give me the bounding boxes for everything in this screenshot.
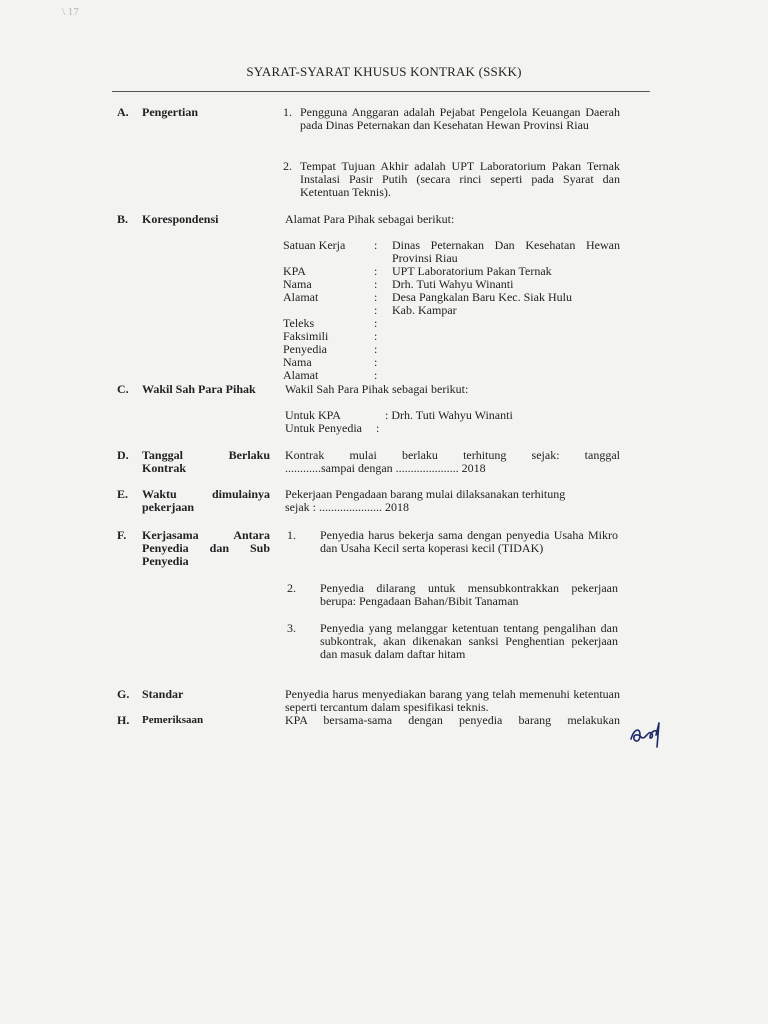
- section-h-heading: [117, 714, 270, 727]
- kerjasama-item-1: Penyedia harus bekerja sama dengan penyedia Usaha Mikro dan Usaha Kecil serta koperasi kecil (TIDAK): [320, 528, 618, 555]
- item-number: 1.: [287, 528, 296, 542]
- address-sep: :: [374, 264, 378, 278]
- title-rule: [112, 91, 650, 92]
- address-sep: :: [374, 355, 378, 369]
- section-letter: G.: [117, 687, 130, 701]
- section-label: Pengertian: [142, 105, 198, 119]
- waktu-text-line-2: sejak : ..................... 2018: [285, 500, 409, 514]
- item-number: 1.: [283, 105, 292, 119]
- document-title: SYARAT-SYARAT KHUSUS KONTRAK (SSKK): [246, 64, 522, 79]
- section-e-heading: [117, 488, 270, 514]
- standar-text: Penyedia harus menyediakan barang yang telah memenuhi ketentuan seperti tercantum dalam spesifikasi teknis.: [285, 687, 620, 714]
- address-key: Teleks: [283, 316, 315, 330]
- address-value: UPT Laboratorium Pakan Ternak: [392, 264, 552, 278]
- address-sep: :: [374, 329, 378, 343]
- waktu-text-line-1: Pekerjaan Pengadaan barang mulai dilaksanakan terhitung: [285, 487, 566, 501]
- address-sep: :: [374, 342, 378, 356]
- item-number: 2.: [287, 581, 296, 595]
- address-key: Satuan Kerja: [283, 238, 346, 252]
- section-label: Kerjasama Antara Penyedia dan Sub Penyedia: [142, 528, 270, 568]
- address-key: Nama: [283, 277, 312, 291]
- pengertian-item-2: Tempat Tujuan Akhir adalah UPT Laboratorium Pakan Ternak Instalasi Pasir Putih (secara rinci seperti pada Syarat dan Ketentuan Teknis).: [300, 159, 620, 199]
- section-g-heading: [117, 688, 270, 701]
- section-label: Waktu dimulainya pekerjaan: [142, 487, 270, 514]
- address-sep: :: [374, 303, 378, 317]
- tanggal-text-line-2: ............sampai dengan ..................... 2018: [285, 461, 486, 475]
- wakil-value: :: [376, 421, 380, 435]
- section-c-heading: [117, 383, 270, 396]
- section-letter: B.: [117, 212, 129, 226]
- address-sep: :: [374, 290, 378, 304]
- handwritten-initials-signature: [628, 719, 662, 749]
- item-number: 2.: [283, 159, 292, 173]
- section-label: Tanggal Berlaku Kontrak: [142, 448, 270, 475]
- section-label: Korespondensi: [142, 212, 219, 226]
- address-key: Nama: [283, 355, 312, 369]
- section-label: Standar: [142, 687, 184, 701]
- address-key: Faksimili: [283, 329, 329, 343]
- pengertian-item-1: Pengguna Anggaran adalah Pejabat Pengelola Keuangan Daerah pada Dinas Peternakan dan Kesehatan Hewan Provinsi Riau: [300, 105, 620, 132]
- section-f-heading: [117, 529, 270, 568]
- address-sep: :: [374, 316, 378, 330]
- corner-mark: \ 17: [62, 6, 79, 18]
- address-value: Kab. Kampar: [392, 303, 457, 317]
- address-value: Drh. Tuti Wahyu Winanti: [392, 277, 514, 291]
- section-letter: E.: [117, 487, 129, 501]
- section-label: Wakil Sah Para Pihak: [142, 382, 256, 396]
- section-letter: F.: [117, 528, 127, 542]
- kerjasama-item-3: Penyedia yang melanggar ketentuan tentang pengalihan dan subkontrak, akan dikenakan sanksi Penghentian pekerjaan dan masuk dalam daftar hitam: [320, 621, 618, 661]
- section-letter: C.: [117, 382, 129, 396]
- wakil-value: : Drh. Tuti Wahyu Winanti: [385, 408, 513, 422]
- address-sep: :: [374, 277, 378, 291]
- address-value: Dinas Peternakan Dan Kesehatan Hewan Provinsi Riau: [392, 238, 620, 265]
- address-value: Desa Pangkalan Baru Kec. Siak Hulu: [392, 290, 572, 304]
- korespondensi-intro: Alamat Para Pihak sebagai berikut:: [285, 212, 455, 226]
- address-sep: :: [374, 238, 378, 252]
- address-key: KPA: [283, 264, 306, 278]
- kerjasama-item-2: Penyedia dilarang untuk mensubkontrakkan pekerjaan berupa: Pengadaan Bahan/Bibit Tanaman: [320, 581, 618, 608]
- address-key: Alamat: [283, 368, 319, 382]
- wakil-key: Untuk KPA: [285, 408, 341, 422]
- pemeriksaan-text: KPA bersama-sama dengan penyedia barang melakukan: [285, 713, 620, 727]
- address-key: Alamat: [283, 290, 319, 304]
- section-letter: A.: [117, 105, 129, 119]
- wakil-key: Untuk Penyedia: [285, 421, 362, 435]
- section-letter: H.: [117, 713, 130, 727]
- address-key: Penyedia: [283, 342, 327, 356]
- item-number: 3.: [287, 621, 296, 635]
- section-letter: D.: [117, 448, 129, 462]
- section-label: Pemeriksaan: [142, 714, 204, 726]
- wakil-intro: Wakil Sah Para Pihak sebagai berikut:: [285, 382, 469, 396]
- address-sep: :: [374, 368, 378, 382]
- tanggal-text-line-1: Kontrak mulai berlaku terhitung sejak: tanggal: [285, 448, 620, 462]
- section-b-heading: [117, 213, 270, 226]
- section-a-heading: [117, 106, 270, 119]
- section-d-heading: [117, 449, 270, 475]
